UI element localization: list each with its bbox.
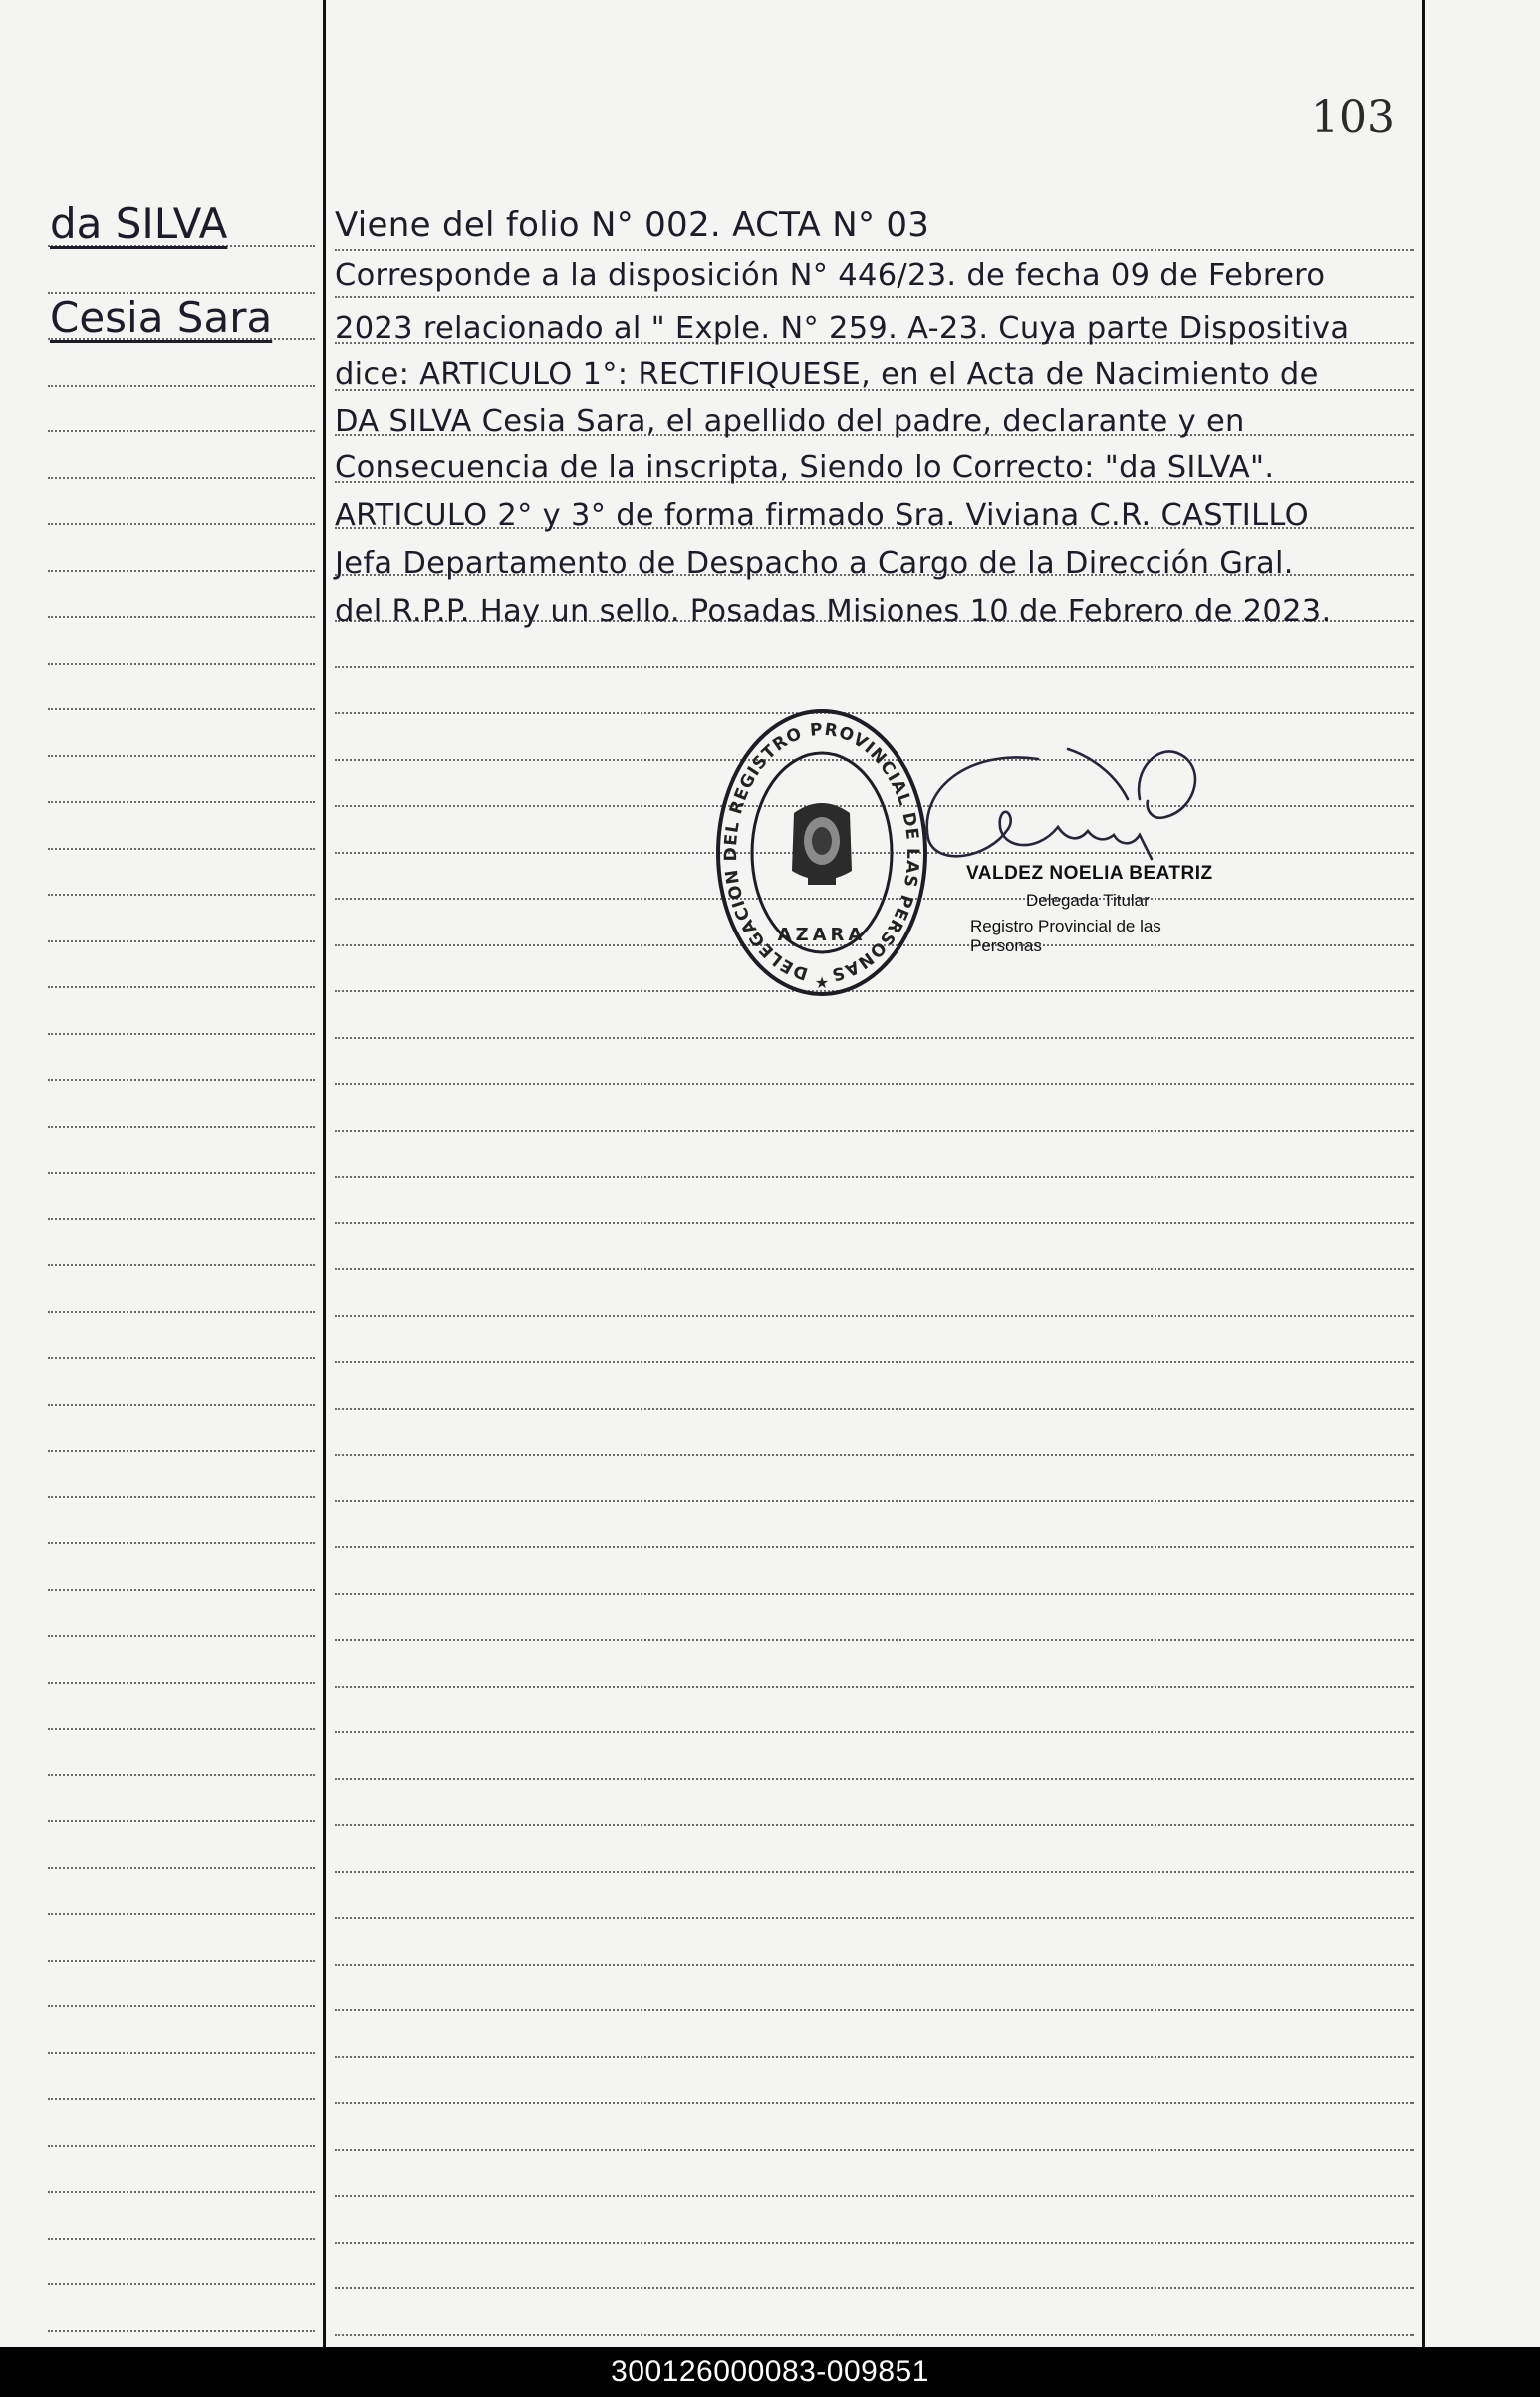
margin-ruled-line <box>48 2145 315 2147</box>
body-ruled-line <box>335 1130 1414 1132</box>
entry-line: Jefa Departamento de Despacho a Cargo de la Dirección Gral. <box>335 546 1294 581</box>
margin-ruled-line <box>48 1774 315 1776</box>
body-ruled-line <box>335 1408 1414 1410</box>
margin-ruled-line <box>48 1172 315 1174</box>
body-ruled-line <box>335 1083 1414 1085</box>
margin-ruled-line <box>48 1264 315 1266</box>
margin-ruled-line <box>48 1450 315 1452</box>
margin-ruled-line <box>48 1404 315 1406</box>
body-ruled-line <box>335 1268 1414 1270</box>
signature-block <box>908 739 1227 968</box>
margin-surname: da SILVA <box>50 199 228 248</box>
body-ruled-line <box>335 296 1414 298</box>
body-ruled-line <box>335 2287 1414 2289</box>
margin-ruled-line <box>48 2330 315 2332</box>
body-ruled-line <box>335 1686 1414 1688</box>
margin-ruled-line <box>48 1542 315 1544</box>
seal-star-icon: ★ <box>814 973 830 992</box>
margin-ruled-line <box>48 1820 315 1822</box>
seal-ring-text: DELEGACION DEL REGISTRO PROVINCIAL DE LAS PERSONAS <box>721 719 923 985</box>
margin-ruled-line <box>48 2238 315 2240</box>
seal-center-text: AZARA <box>777 925 867 945</box>
body-ruled-line <box>335 2102 1414 2104</box>
body-ruled-line <box>335 2009 1414 2011</box>
margin-ruled-line <box>48 1728 315 1730</box>
entry-line: 2023 relacionado al " Exple. N° 259. A-23. Cuya parte Dispositiva <box>335 311 1350 346</box>
body-ruled-line <box>335 2056 1414 2058</box>
body-ruled-line <box>335 1037 1414 1039</box>
entry-line: Viene del folio N° 002. ACTA N° 03 <box>335 205 930 245</box>
margin-ruled-line <box>48 430 315 432</box>
margin-ruled-line <box>48 523 315 525</box>
document-id-footer: 300126000083-009851 <box>0 2347 1540 2397</box>
body-ruled-line <box>335 1731 1414 1733</box>
margin-ruled-line <box>48 385 315 387</box>
signatory-role: Delegada Titular <box>1026 891 1150 910</box>
margin-ruled-line <box>48 1913 315 1915</box>
body-ruled-line <box>335 1778 1414 1780</box>
signatory-organization: Registro Provincial de las Personas <box>970 917 1161 955</box>
margin-ruled-line <box>48 1635 315 1637</box>
entry-line: ARTICULO 2° y 3° de forma firmado Sra. Viviana C.R. CASTILLO <box>335 498 1309 533</box>
body-ruled-line <box>335 1546 1414 1548</box>
margin-ruled-line <box>48 1079 315 1081</box>
seal-graphic <box>715 703 928 998</box>
margin-ruled-line <box>48 570 315 572</box>
body-ruled-line <box>335 2334 1414 2336</box>
signatory-name: VALDEZ NOELIA BEATRIZ <box>966 863 1213 884</box>
body-ruled-line <box>335 1639 1414 1641</box>
margin-ruled-line <box>48 2005 315 2007</box>
margin-ruled-line <box>48 1589 315 1591</box>
margin-ruled-line <box>48 663 315 665</box>
margin-ruled-line <box>48 2283 315 2285</box>
body-ruled-line <box>335 2242 1414 2244</box>
official-seal <box>715 703 928 998</box>
folio-number: 103 <box>1311 92 1395 142</box>
margin-ruled-line <box>48 894 315 896</box>
entry-line: Consecuencia de la inscripta, Siendo lo Correcto: "da SILVA". <box>335 450 1275 485</box>
entry-line: DA SILVA Cesia Sara, el apellido del padre, declarante y en <box>335 404 1245 439</box>
margin-ruled-line <box>48 2052 315 2054</box>
body-ruled-line <box>335 1964 1414 1966</box>
margin-ruled-line <box>48 1960 315 1962</box>
body-ruled-line <box>335 1917 1414 1919</box>
body-ruled-line <box>335 1500 1414 1502</box>
margin-given-names: Cesia Sara <box>50 293 273 342</box>
margin-ruled-line <box>48 1867 315 1869</box>
entry-line: del R.P.P. Hay un sello. Posadas Misiones 10 de Febrero de 2023. <box>335 594 1332 629</box>
coat-of-arms-icon <box>792 803 852 885</box>
body-ruled-line <box>335 1454 1414 1456</box>
margin-ruled-line <box>48 2098 315 2100</box>
margin-ruled-line <box>48 477 315 479</box>
margin-ruled-line <box>48 2191 315 2193</box>
margin-ruled-line <box>48 1496 315 1498</box>
margin-ruled-line <box>48 1218 315 1220</box>
handwritten-signature <box>908 739 1227 869</box>
margin-ruled-line <box>48 848 315 850</box>
entry-line: Corresponde a la disposición N° 446/23. de fecha 09 de Febrero <box>335 258 1326 293</box>
body-ruled-line <box>335 1361 1414 1363</box>
margin-ruled-line <box>48 1311 315 1313</box>
margin-ruled-line <box>48 1357 315 1359</box>
margin-divider-line <box>323 0 326 2347</box>
margin-ruled-line <box>48 986 315 988</box>
body-ruled-line <box>335 2195 1414 2197</box>
margin-ruled-line <box>48 1033 315 1035</box>
body-ruled-line <box>335 1315 1414 1317</box>
margin-ruled-line <box>48 708 315 710</box>
right-border-line <box>1422 0 1425 2347</box>
body-ruled-line <box>335 1824 1414 1826</box>
entry-line: dice: ARTICULO 1°: RECTIFIQUESE, en el Acta de Nacimiento de <box>335 357 1319 392</box>
margin-ruled-line <box>48 1126 315 1128</box>
margin-ruled-line <box>48 755 315 757</box>
margin-ruled-line <box>48 616 315 618</box>
body-ruled-line <box>335 249 1414 251</box>
body-ruled-line <box>335 1593 1414 1595</box>
margin-ruled-line <box>48 940 315 942</box>
body-ruled-line <box>335 1176 1414 1178</box>
body-ruled-line <box>335 1222 1414 1224</box>
body-ruled-line <box>335 666 1414 668</box>
body-ruled-line <box>335 1871 1414 1873</box>
margin-ruled-line <box>48 1682 315 1684</box>
body-ruled-line <box>335 2149 1414 2151</box>
margin-ruled-line <box>48 801 315 803</box>
